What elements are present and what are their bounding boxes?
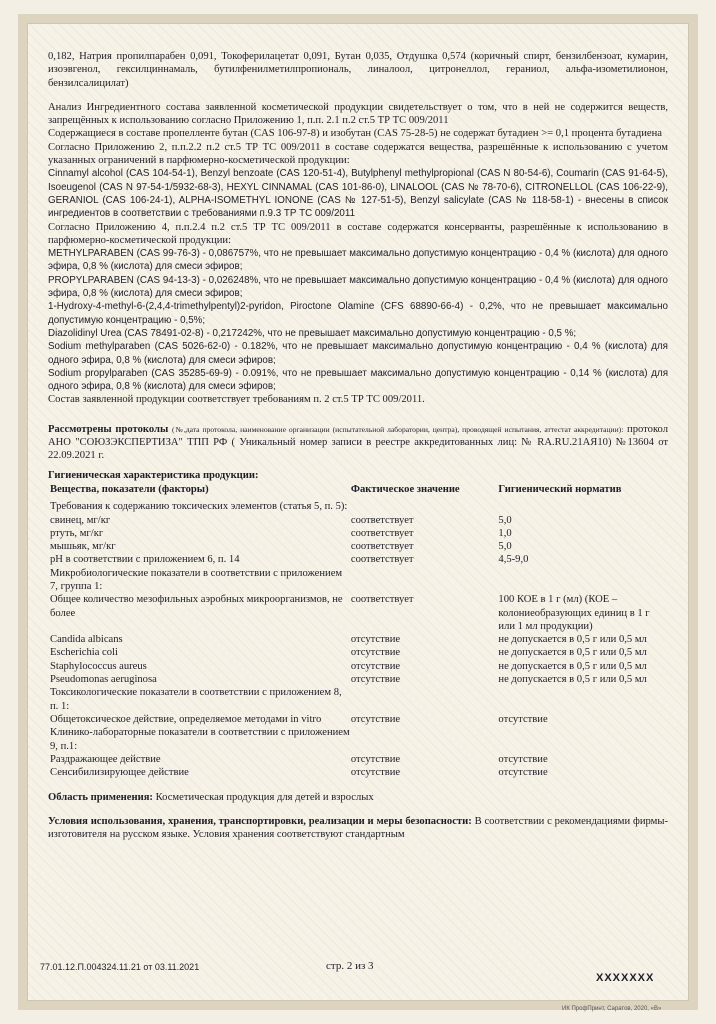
actual-value-cell: соответствует [350, 594, 414, 606]
indicator-cell: мышьяк, мг/кг [50, 541, 116, 553]
hygiene-row [48, 713, 668, 726]
actual-value-cell: соответствует [350, 514, 414, 526]
actual-value-cell: отсутствие [350, 660, 401, 672]
indicator-cell: Раздражающее действие [50, 753, 161, 765]
norm-cell [498, 726, 668, 753]
document-body [48, 50, 668, 841]
norm-cell: 100 КОЕ в 1 г (мл) (КОЕ – колониеобразующих единиц в 1 г или 1 мл продукции) [498, 594, 650, 632]
actual-value-cell: соответствует [350, 541, 414, 553]
actual-value-cell: отсутствие [350, 634, 401, 646]
actual-value-cell [351, 686, 499, 713]
norm-cell: 5,0 [498, 514, 512, 526]
protocols-text: протокол АНО "СОЮЗЭКСПЕРТИЗА" ТПП РФ ( Уникальный номер записи в реестре аккредитованных лиц: № RA.RU.21АЯ10) №13604 от 22.09.2021 г. [48, 423, 668, 462]
indicator-cell: Staphylococcus aureus [50, 660, 147, 672]
norm-cell: отсутствие [498, 753, 548, 765]
scope-block [48, 791, 668, 804]
analysis-paragraph: PROPYLPARABEN (CAS 94-13-3) - 0,026248%, что не превышает максимально допустимую концентрацию - 0,4 % (кислота) для одного эфира, 0,8 % (кислота) для смеси эфиров; [48, 274, 668, 300]
actual-value-cell: отсутствие [350, 753, 401, 765]
hygiene-row [48, 593, 668, 633]
hygiene-table [48, 483, 668, 780]
conditions-label: Условия использования, хранения, транспортировки, реализации и меры безопасности: [48, 815, 472, 827]
composition-continued: 0,182, Натрия пропилпарабен 0,091, Токоферилацетат 0,091, Бутан 0,035, Отдушка 0,574 (коричный спирт, бензилбензоат, кумарин, изоэвгенол, гексилциннамаль, бутилфенилметилпропиональ, линалоол, цитронеллол, гераниол, альфа-изометилионон, бензилсалицилат) [48, 51, 668, 89]
hygiene-row [48, 726, 668, 753]
hygiene-row [48, 553, 668, 566]
hygiene-row [48, 646, 668, 659]
indicator-cell: Pseudomonas aeruginosa [50, 674, 157, 686]
analysis-paragraph: Состав заявленной продукции соответствует требованиям п. 2 ст.5 ТР ТС 009/2011. [48, 394, 425, 406]
hygiene-row [48, 753, 668, 766]
indicator-cell: Токсикологические показатели в соответствии с приложением 8, п. 1: [50, 687, 342, 712]
printer-imprint: ИК ПрофПринт, Саратов, 2020, «В» [562, 1006, 662, 1012]
conditions-text: В соответствии с рекомендациями фирмы-изготовителя на русском языке. Условия хранения соответствуют стандартным [48, 815, 668, 841]
analysis-paragraph: Cinnamyl alcohol (CAS 104-54-1), Benzyl benzoate (CAS 120-51-4), Butylphenyl methylpropional (CAS N 80-54-6), Coumarin (CAS 91-64-5), Isoeugenol (CAS N 97-54-1/5932-68-3), HEXYL CINNAMAL (CAS 101-86-0), LINALOOL (CAS № 78-70-6), CITRONELLOL (CAS 106-22-9), GERANIOL (CAS 106-24-1), ALPHA-ISOMETHYL IONONE (CAS № 127-51-5), Benzyl salicylate (CAS № 118-58-1) - внесены в список ингредиентов в соответствии с требованиями п.9.3 ТР ТС 009/2011 [48, 168, 668, 220]
hygiene-header-cell: Фактическое значение [350, 483, 460, 495]
norm-cell [498, 500, 668, 513]
norm-cell: не допускается в 0,5 г или 0,5 мл [498, 634, 647, 646]
norm-cell [498, 567, 668, 594]
hygiene-title: Гигиеническая характеристика продукции: [48, 469, 259, 481]
indicator-cell: свинец, мг/кг [50, 514, 111, 526]
norm-cell: 5,0 [498, 541, 512, 553]
analysis-paragraph: Содержащиеся в составе пропелленте бутан (CAS 106-97-8) и изобутан (CAS 75-28-5) не содержат бутадиен >= 0,1 процента бутадиена [48, 128, 662, 140]
hygiene-row [48, 660, 668, 673]
hygiene-row [48, 633, 668, 646]
hygiene-row [48, 540, 668, 553]
document-code: 77.01.12.П.004324.11.21 от 03.11.2021 [40, 962, 200, 972]
actual-value-cell: отсутствие [350, 647, 401, 659]
analysis-paragraph: Sodium methylparaben (CAS 5026-62-0) - 0.182%, что не превышает максимально допустимую концентрацию - 0,4 % (кислота) для одного эфира, 0,8 % (кислота) для смеси эфиров; [48, 341, 668, 366]
protocols-note: (№,дата протокола, наименование организации (испытательной лаборатории, центра), проводящей испытания, аттестат аккредитации): [171, 424, 624, 434]
hygiene-row [48, 500, 668, 513]
actual-value-cell [351, 500, 499, 513]
actual-value-cell [351, 726, 499, 753]
protocols-label: Рассмотрены протоколы [48, 423, 169, 435]
scope-text: Косметическая продукция для детей и взрослых [155, 792, 374, 804]
actual-value-cell: отсутствие [350, 674, 401, 686]
page-number: стр. 2 из 3 [326, 960, 374, 972]
norm-cell: не допускается в 0,5 г или 0,5 мл [498, 660, 647, 672]
hygiene-header-cell: Гигиенический норматив [498, 483, 622, 495]
protocols-block [48, 423, 668, 463]
hygiene-header-cell: Вещества, показатели (факторы) [50, 483, 209, 495]
norm-cell: отсутствие [498, 767, 548, 779]
indicator-cell: Клинико-лабораторные показатели в соответствии с приложением 9, п.1: [50, 727, 350, 752]
norm-cell: 1,0 [498, 527, 512, 539]
norm-cell: отсутствие [498, 713, 548, 725]
hygiene-header-row [48, 483, 668, 500]
actual-value-cell: соответствует [350, 527, 414, 539]
indicator-cell: Требования к содержанию токсических элементов (статья 5, п. 5): [50, 501, 348, 513]
actual-value-cell: отсутствие [350, 713, 401, 725]
indicator-cell: Общетоксическое действие, определяемое методами in vitro [50, 713, 322, 725]
indicator-cell: ртуть, мг/кг [50, 527, 104, 539]
indicator-cell: Candida albicans [50, 634, 123, 646]
indicator-cell: pH в соответствии с приложением 6, п. 14 [50, 554, 240, 566]
actual-value-cell [351, 567, 499, 594]
actual-value-cell: соответствует [350, 554, 414, 566]
norm-cell [498, 686, 668, 713]
serial-number: XXXXXXX [596, 972, 655, 984]
scope-label: Область применения: [48, 792, 153, 804]
hygiene-table-body [48, 500, 668, 779]
hygiene-row [48, 766, 668, 779]
analysis-paragraph: Согласно Приложению 2, п.п.2.2 п.2 ст.5 ТР ТС 009/2011 в составе содержатся вещества, разрешённые к использованию с учетом указанных ограничений в парфюмерно-косметической продукции: [48, 141, 668, 167]
analysis-paragraph: Анализ Ингредиентного состава заявленной косметической продукции свидетельствует о том, что в ней не содержится веществ, запрещённых к использованию согласно Приложению 1, п.п. 2.1 п.2 ст.5 ТР ТС 009/2011 [48, 101, 668, 127]
norm-cell: не допускается в 0,5 г или 0,5 мл [498, 674, 647, 686]
analysis-paragraph: Sodium propylparaben (CAS 35285-69-9) - 0.091%, что не превышает максимально допустимую концентрацию - 0,14 % (кислота) для одного эфира, 0,8 % (кислота) для смеси эфиров; [48, 367, 668, 393]
actual-value-cell: отсутствие [350, 767, 401, 779]
analysis-paragraph: 1-Hydroxy-4-methyl-6-(2,4,4-trimethylpentyl)2-pyridon, Piroctone Olamine (CFS 68890-66-4) - 0,2%, что не превышает максимально допустимую концентрацию - 0,5%; [48, 301, 668, 326]
conditions-block [48, 815, 668, 842]
analysis-paragraph: METHYLPARABEN (CAS 99-76-3) - 0,086757%, что не превышает максимально допустимую концентрацию - 0,4 % (кислота) для одного эфира, 0,8 % (кислота) для смеси эфиров; [48, 248, 668, 273]
hygiene-row [48, 567, 668, 594]
analysis-paragraph: Diazolidinyl Urea (CAS 78491-02-8) - 0,217242%, что не превышает максимально допустимую концентрацию - 0,5 %; [48, 327, 577, 339]
hygiene-row [48, 673, 668, 686]
hygiene-row [48, 514, 668, 527]
hygiene-row [48, 686, 668, 713]
hygiene-row [48, 527, 668, 540]
indicator-cell: Общее количество мезофильных аэробных микроорганизмов, не более [50, 594, 343, 619]
norm-cell: не допускается в 0,5 г или 0,5 мл [498, 647, 647, 659]
indicator-cell: Сенсибилизирующее действие [50, 767, 189, 779]
analysis-paragraph: Согласно Приложению 4, п.п.2.4 п.2 ст.5 ТР ТС 009/2011 в составе содержатся консерванты, разрешённые к использованию в парфюмерно-косметической продукции: [48, 221, 668, 246]
indicator-cell: Микробиологические показатели в соответствии с приложением 7, группа 1: [50, 567, 343, 592]
indicator-cell: Escherichia coli [50, 647, 118, 659]
norm-cell: 4,5-9,0 [498, 554, 529, 566]
